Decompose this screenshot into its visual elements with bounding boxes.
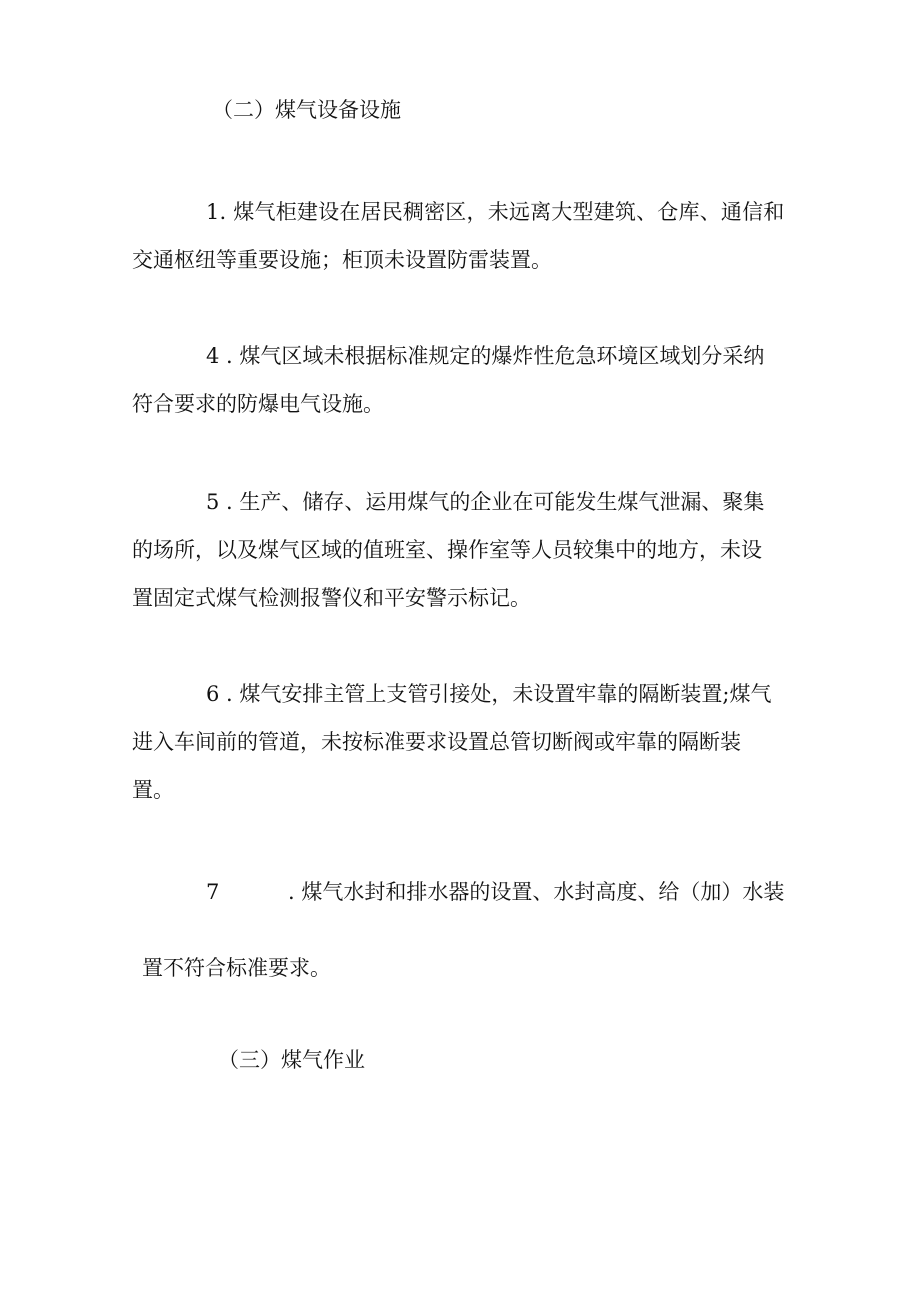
item-6-line-3: 置。: [132, 778, 174, 802]
item-1-line-1: 1. 煤气柜建设在居民稠密区，未远离大型建筑、仓库、通信和: [206, 200, 785, 224]
item-6-line-2: 进入车间前的管道，未按标准要求设置总管切断阀或牢靠的隔断装: [132, 730, 741, 754]
item-7-number: 7: [206, 880, 220, 904]
item-4-line-1: 4 . 煤气区域未根据标准规定的爆炸性危急环境区域划分采纳: [206, 344, 765, 368]
section-heading-equipment: （二）煤气设备设施: [212, 98, 401, 122]
item-4-line-2: 符合要求的防爆电气设施。: [132, 392, 384, 416]
item-7-line-2: 置不符合标准要求。: [142, 956, 331, 980]
item-7-line-1: . 煤气水封和排水器的设置、水封高度、给（加）水装: [288, 880, 785, 904]
item-6-line-1: 6 . 煤气安排主管上支管引接处，未设置牢靠的隔断装置;煤气: [206, 682, 772, 706]
item-5-line-3: 置固定式煤气检测报警仪和平安警示标记。: [132, 586, 531, 610]
item-5-line-1: 5 . 生产、储存、运用煤气的企业在可能发生煤气泄漏、聚集: [206, 490, 765, 514]
item-5-line-2: 的场所，以及煤气区域的值班室、操作室等人员较集中的地方，未设: [132, 538, 762, 562]
item-1-line-2: 交通枢纽等重要设施；柜顶未设置防雷装置。: [132, 248, 552, 272]
section-heading-operations: （三）煤气作业: [218, 1048, 365, 1072]
